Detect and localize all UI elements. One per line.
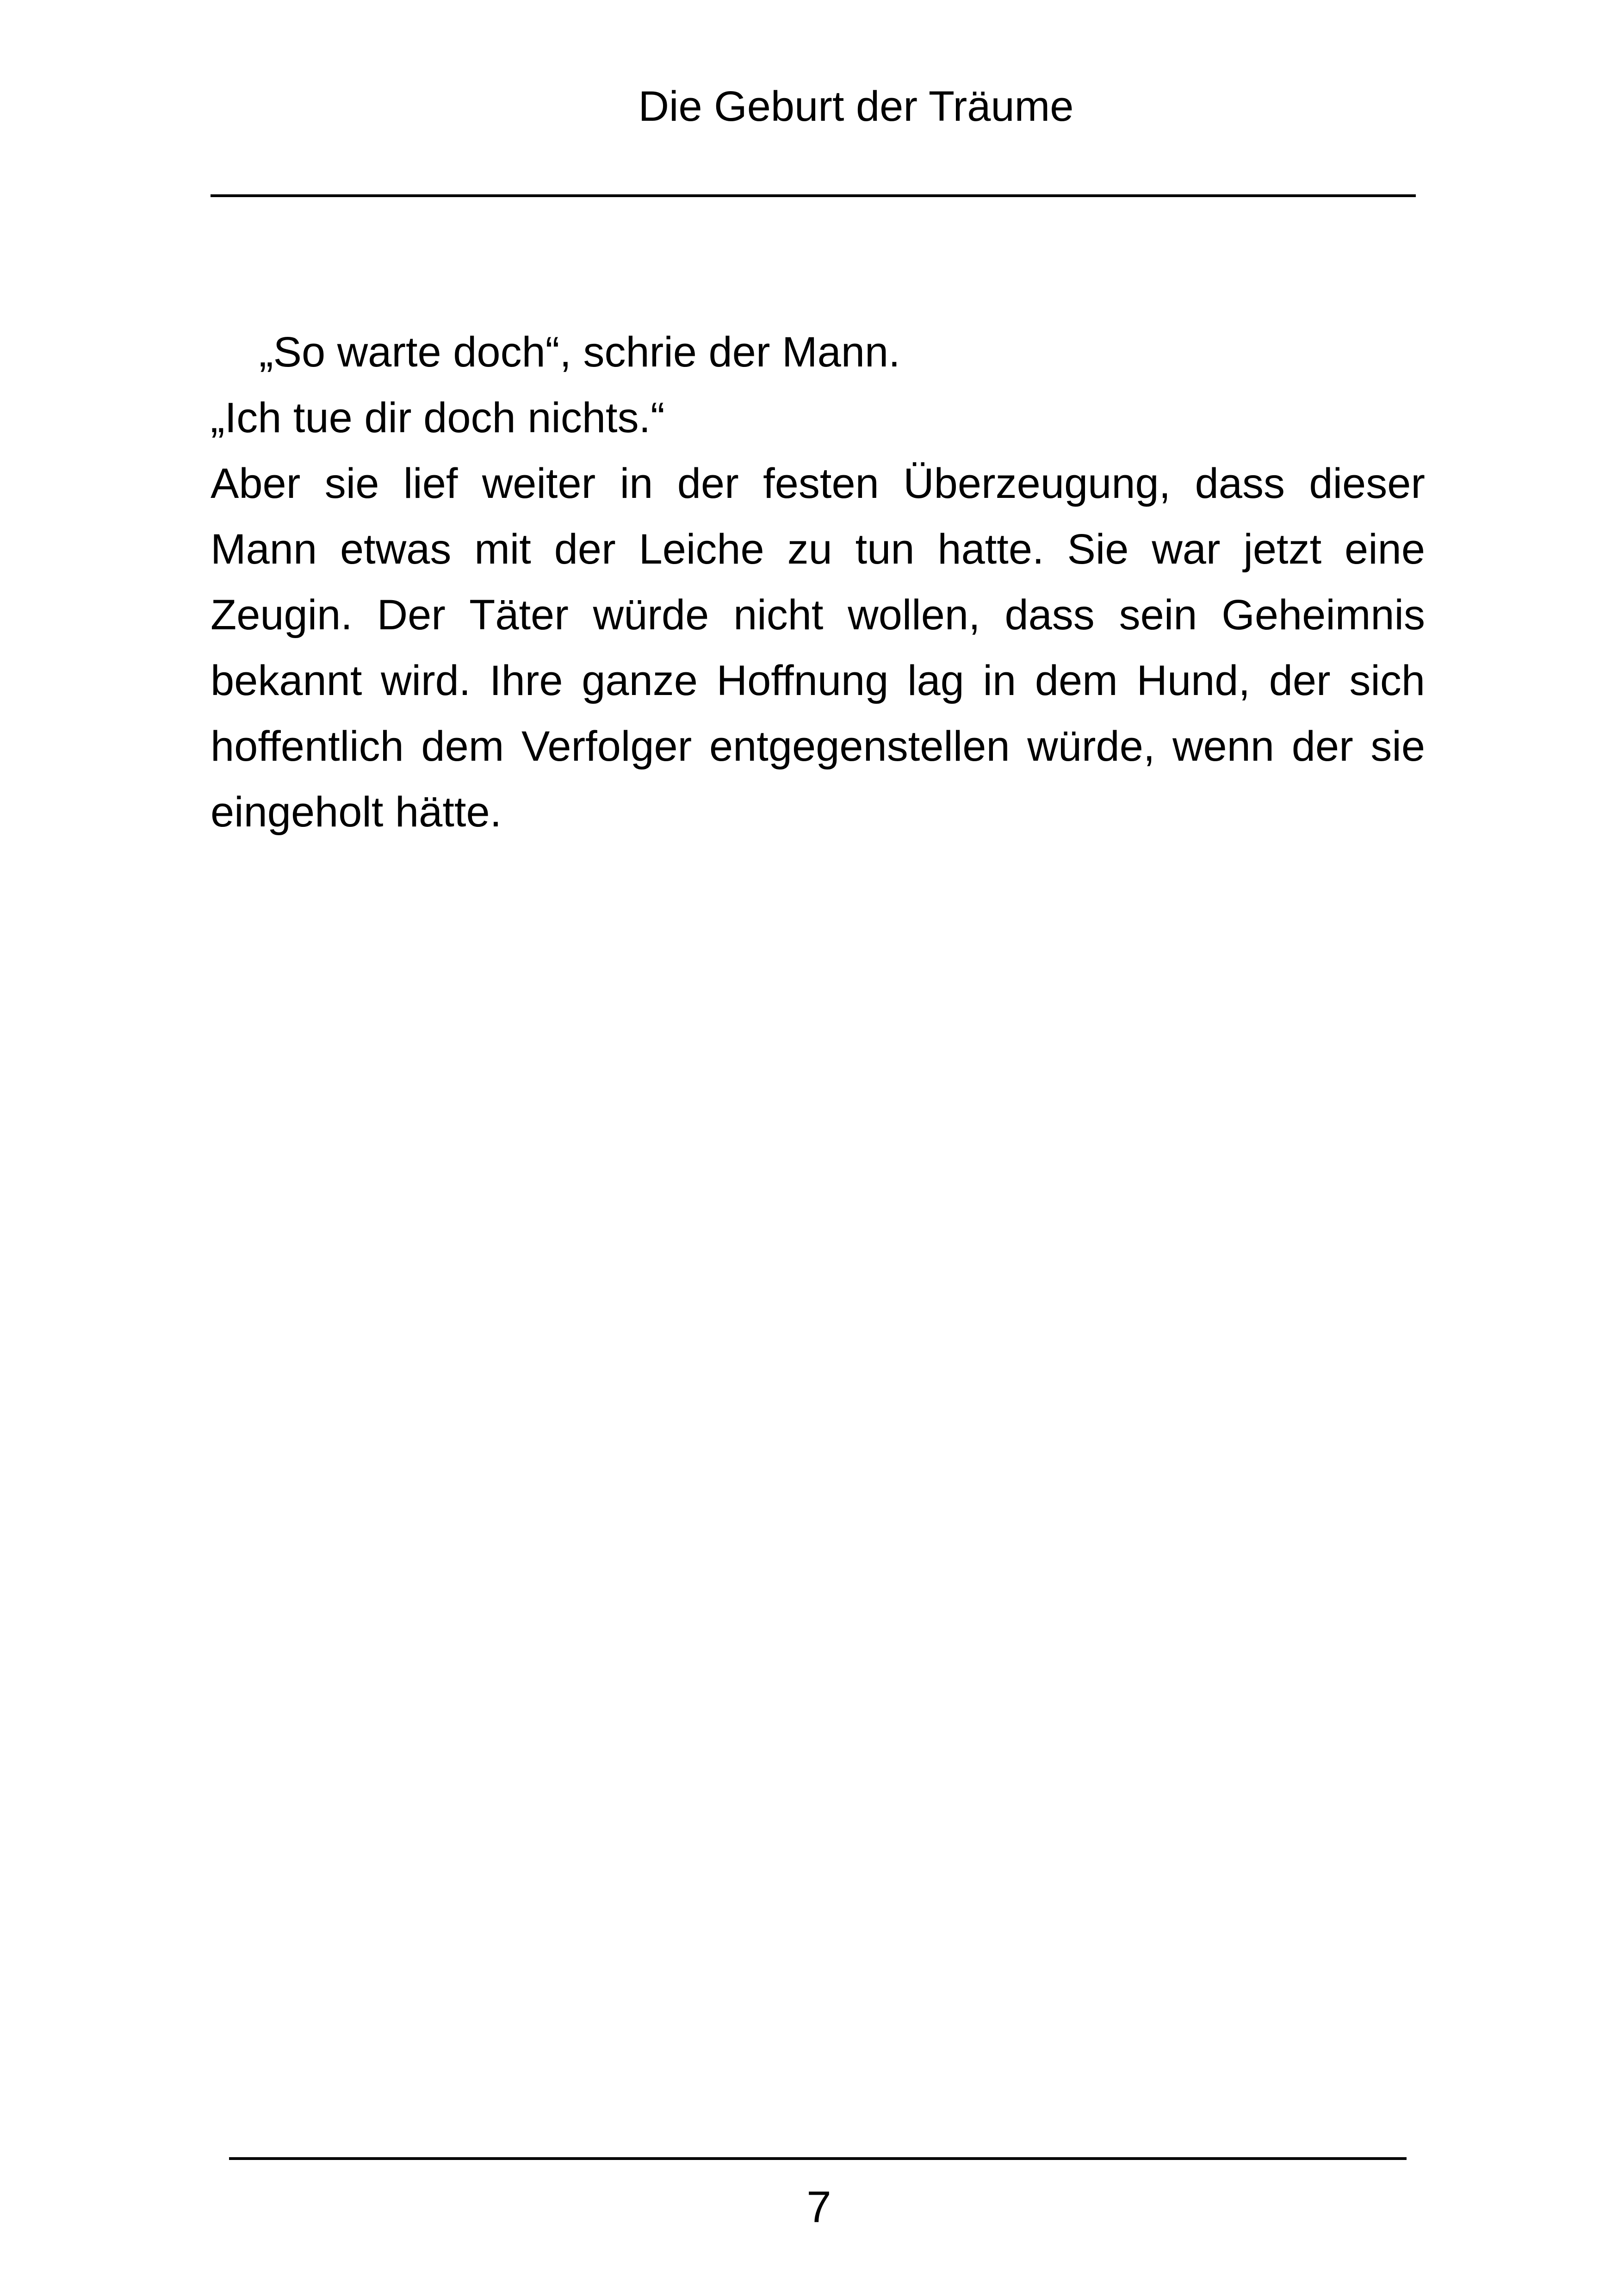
page-number: 7 xyxy=(806,2182,831,2232)
body-text xyxy=(211,319,1425,845)
paragraph-dialogue-2: „Ich tue dir doch nichts.“ xyxy=(211,394,665,441)
paragraph-dialogue-1: „So warte doch“, schrie der Mann. xyxy=(259,329,900,376)
paragraph-narration: Aber sie lief weiter in der festen Überzeugung, dass dieser Mann etwas mit der Leiche zu tun hatte. Sie war jetzt eine Zeugin. Der Täter würde nicht wollen, dass sein Geheimnis bekannt wird. Ihre ganze Hoffnung lag in dem Hund, der sich hoffentlich dem Verfolger entgegenstellen würde, wenn der sie eingeholt hätte. xyxy=(211,460,1425,836)
running-header: Die Geburt der Träume xyxy=(638,83,1074,130)
footer-rule xyxy=(229,2157,1407,2160)
header-rule xyxy=(211,194,1416,197)
